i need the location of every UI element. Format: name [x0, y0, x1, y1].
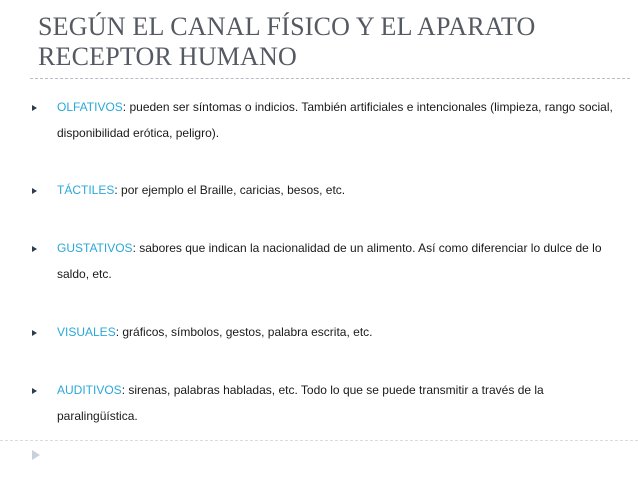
bullet-triangle-icon	[32, 246, 37, 252]
bullet-description: : gráficos, símbolos, gestos, palabra escrita, etc.	[115, 325, 373, 339]
bullet-text	[57, 94, 617, 146]
slide-title	[38, 12, 628, 72]
bullet-triangle-icon	[32, 105, 37, 111]
bullet-triangle-icon	[32, 188, 37, 194]
bullet-category: TÁCTILES	[57, 183, 115, 197]
bullet-category: AUDITIVOS	[57, 383, 122, 397]
title-divider	[30, 78, 630, 79]
bottom-divider	[0, 440, 638, 441]
bullet-description: : sabores que indican la nacionalidad de un alimento. Así como diferenciar lo dulce de lo saldo, etc.	[57, 241, 602, 281]
bullet-category: VISUALES	[57, 325, 116, 339]
bullet-triangle-icon	[32, 330, 37, 336]
bullet-category: OLFATIVOS	[57, 100, 123, 114]
bullet-category: GUSTATIVOS	[57, 241, 133, 255]
bullet-description: : sirenas, palabras habladas, etc. Todo lo que se puede transmitir a través de la paralingüística.	[57, 383, 544, 423]
bullet-text	[57, 319, 617, 345]
bullet-text	[57, 377, 617, 429]
bullet-triangle-icon	[32, 388, 37, 394]
bullet-description: : por ejemplo el Braille, caricias, besos, etc.	[114, 183, 346, 197]
bullet-text	[57, 177, 617, 203]
slide-title-line-2: RECEPTOR HUMANO	[38, 42, 297, 71]
corner-triangle-icon	[32, 450, 40, 460]
bullet-text	[57, 235, 617, 287]
slide-title-line-1: SEGÚN EL CANAL FÍSICO Y EL APARATO	[38, 12, 536, 41]
bullet-description: : pueden ser síntomas o indicios. También artificiales e intencionales (limpieza, rango social, disponibilidad erótica, peligro).	[57, 100, 613, 140]
